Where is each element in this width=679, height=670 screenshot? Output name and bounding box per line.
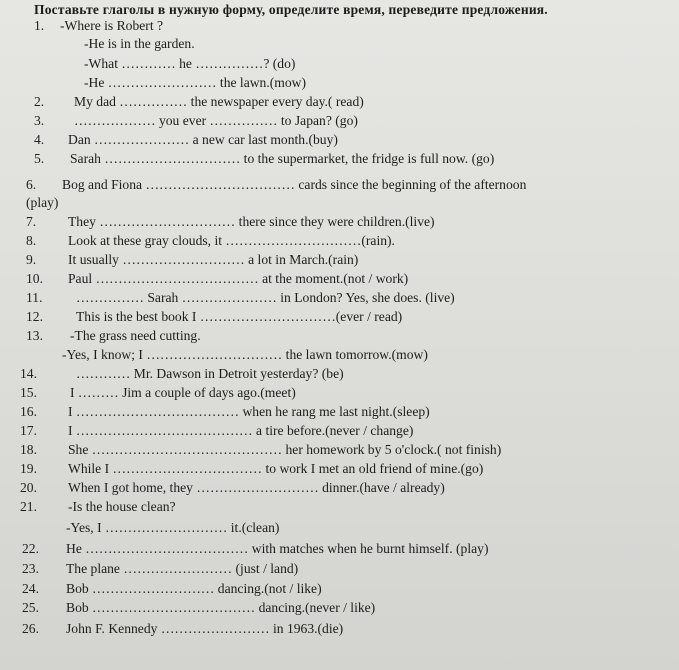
- exercise-line: [0, 326, 679, 345]
- exercise-number: 22.: [22, 541, 39, 556]
- exercise-line: [0, 130, 679, 149]
- exercise-line: [0, 559, 679, 578]
- exercise-line: [0, 92, 679, 111]
- exercise-text: -Yes, I know; I ………………………… the lawn tomorrow.(mow): [62, 347, 428, 362]
- exercise-number: 19.: [20, 461, 37, 476]
- exercise-number: 1.: [34, 18, 45, 33]
- exercise-text: …………… Sarah ………………… in London? Yes, she does. (live): [76, 290, 455, 305]
- exercise-text: Paul ……………………………… at the moment.(not / work): [68, 271, 409, 286]
- exercise-line: [0, 619, 679, 638]
- exercise-line: [0, 440, 679, 459]
- exercise-number: 8.: [26, 233, 37, 248]
- exercise-text: Dan ………………… a new car last month.(buy): [68, 132, 338, 147]
- exercise-line: [0, 111, 679, 130]
- exercise-text: -He …………………… the lawn.(mow): [84, 75, 306, 90]
- exercise-text: She …………………………………… her homework by 5 o'clock.( not finish): [68, 442, 502, 457]
- exercise-text: The plane …………………… (just / land): [66, 561, 299, 576]
- exercise-text: -What ………… he ……………? (do): [84, 56, 296, 71]
- exercise-text: Sarah ………………………… to the supermarket, the fridge is full now. (go): [70, 151, 495, 166]
- exercise-text: John F. Kennedy …………………… in 1963.(die): [66, 621, 344, 636]
- exercise-line: [0, 193, 679, 212]
- exercise-text: -He is in the garden.: [84, 36, 195, 51]
- exercise-number: 5.: [34, 151, 45, 166]
- exercise-text: -Yes, I ……………………… it.(clean): [66, 520, 280, 535]
- exercise-text: It usually ……………………… a lot in March.(rain): [68, 252, 359, 267]
- exercise-number: 24.: [22, 581, 39, 596]
- exercise-line: [0, 149, 679, 168]
- exercise-number: 12.: [26, 309, 43, 324]
- exercise-line: [0, 73, 679, 92]
- exercise-number: 15.: [20, 385, 37, 400]
- exercise-text: While I …………………………… to work I met an old friend of mine.(go): [68, 461, 484, 476]
- exercise-number: 17.: [20, 423, 37, 438]
- exercise-line: [0, 421, 679, 440]
- exercise-line: [0, 497, 679, 516]
- exercise-line: [0, 345, 679, 364]
- exercise-text: I ……… Jim a couple of days ago.(meet): [70, 385, 296, 400]
- exercise-text: They ………………………… there since they were children.(live): [68, 214, 435, 229]
- exercise-text: Bob ……………………………… dancing.(never / like): [66, 600, 376, 615]
- exercise-line: [0, 54, 679, 73]
- exercise-number: 3.: [34, 113, 45, 128]
- exercise-text: ……………… you ever …………… to Japan? (go): [74, 113, 358, 128]
- exercise-text: -Where is Robert ?: [60, 18, 164, 33]
- exercise-line: [0, 16, 679, 35]
- exercise-text: When I got home, they ……………………… dinner.(have / already): [68, 480, 445, 495]
- exercise-text: (play): [26, 195, 59, 210]
- exercise-line: [0, 459, 679, 478]
- exercise-number: 14.: [20, 366, 37, 381]
- exercise-text: I ………………………………… a tire before.(never / change): [68, 423, 414, 438]
- exercise-line: [0, 579, 679, 598]
- exercise-line: [0, 539, 679, 558]
- exercise-number: 6.: [26, 177, 37, 192]
- exercise-text: ………… Mr. Dawson in Detroit yesterday? (be): [76, 366, 344, 381]
- exercise-text: This is the best book I …………………………(ever / read): [76, 309, 403, 324]
- exercise-text: He ……………………………… with matches when he burnt himself. (play): [66, 541, 489, 556]
- exercise-number: 16.: [20, 404, 37, 419]
- exercise-line: [0, 598, 679, 617]
- exercise-line: [0, 478, 679, 497]
- exercise-number: 2.: [34, 94, 45, 109]
- exercise-number: 23.: [22, 561, 39, 576]
- exercise-text: My dad …………… the newspaper every day.( read): [74, 94, 364, 109]
- exercise-number: 21.: [20, 499, 37, 514]
- exercise-number: 20.: [20, 480, 37, 495]
- exercise-text: Bob ……………………… dancing.(not / like): [66, 581, 322, 596]
- exercise-line: [0, 364, 679, 383]
- exercise-text: Look at these gray clouds, it …………………………(rain).: [68, 233, 395, 248]
- exercise-line: [0, 288, 679, 307]
- exercise-number: 7.: [26, 214, 37, 229]
- exercise-number: 9.: [26, 252, 37, 267]
- exercise-number: 18.: [20, 442, 37, 457]
- exercise-line: [0, 307, 679, 326]
- worksheet-title: Поставьте глаголы в нужную форму, определите время, переведите предложения.: [34, 2, 548, 17]
- exercise-line: [0, 34, 679, 53]
- exercise-number: 13.: [26, 328, 43, 343]
- exercise-line: [0, 212, 679, 231]
- exercise-line: [0, 518, 679, 537]
- exercise-number: 25.: [22, 600, 39, 615]
- exercise-text: -The grass need cutting.: [70, 328, 201, 343]
- exercise-number: 11.: [26, 290, 43, 305]
- exercise-number: 26.: [22, 621, 39, 636]
- exercise-line: [0, 250, 679, 269]
- exercise-line: [0, 175, 679, 194]
- exercise-number: 4.: [34, 132, 45, 147]
- exercise-line: [0, 269, 679, 288]
- exercise-text: I ……………………………… when he rang me last night.(sleep): [68, 404, 430, 419]
- exercise-number: 10.: [26, 271, 43, 286]
- exercise-line: [0, 383, 679, 402]
- exercise-text: Bog and Fiona …………………………… cards since the beginning of the afternoon: [62, 177, 527, 192]
- exercise-text: -Is the house clean?: [68, 499, 176, 514]
- exercise-line: [0, 231, 679, 250]
- exercise-line: [0, 402, 679, 421]
